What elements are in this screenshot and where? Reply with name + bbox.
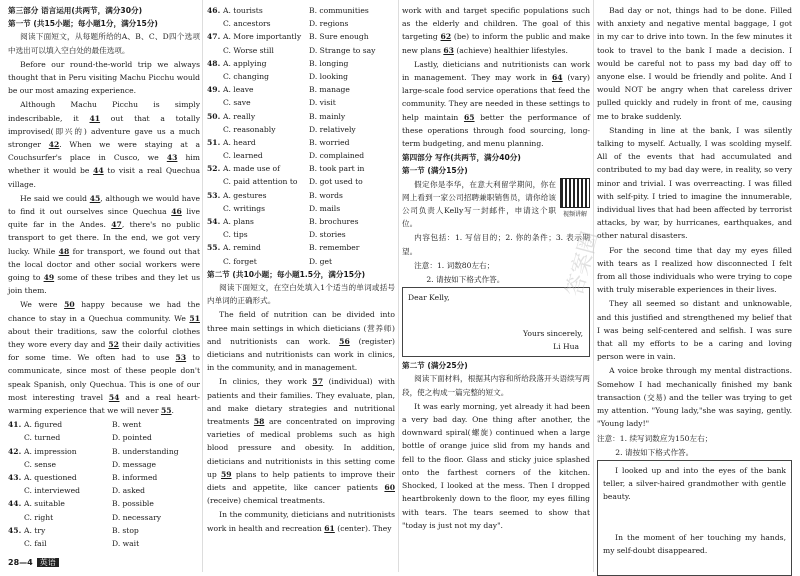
option-choice[interactable]: A. remind (223, 243, 261, 253)
option-choice[interactable]: B. stop (112, 525, 139, 535)
option-choice[interactable]: D. wait (112, 538, 140, 548)
options-list (8, 418, 200, 550)
question-number: 47. (207, 32, 221, 42)
section-title: 第四部分 写作(共两节，满分40分) (402, 153, 521, 163)
option-row (207, 241, 395, 254)
question-number (207, 123, 223, 136)
question-number (8, 511, 24, 524)
option-choice[interactable]: A. impression (24, 446, 77, 456)
writing-note: 注意：1. 词数80左右； (414, 260, 495, 270)
option-row (207, 123, 395, 136)
option-choice[interactable]: D. mails (309, 203, 341, 213)
option-choice[interactable]: C. interviewed (24, 486, 80, 496)
question-number: 46. (207, 6, 221, 15)
option-row (8, 431, 200, 444)
option-choice[interactable]: B. words (309, 190, 343, 200)
option-row (8, 418, 200, 431)
question-number: 49. (207, 85, 221, 95)
option-choice[interactable]: C. writings (223, 203, 266, 213)
option-choice[interactable]: D. get (309, 256, 333, 266)
option-choice[interactable]: B. took part in (309, 164, 365, 174)
option-choice[interactable]: A. made use of (223, 164, 280, 174)
option-choice[interactable]: D. asked (112, 486, 146, 496)
subject-badge: 英语 (37, 558, 59, 567)
option-choice[interactable]: D. Strange to say (309, 45, 376, 55)
option-row (8, 471, 200, 484)
paragraph-start-1: I looked up and into the eyes of the bank teller, a silver-haired grandmother with gentle beauty. (603, 465, 786, 502)
option-choice[interactable]: D. stories (309, 230, 346, 240)
option-choice[interactable]: D. pointed (112, 433, 152, 443)
part-title: 第二节 (满分25分) (402, 361, 468, 371)
watermark: 答案圈 (562, 228, 604, 300)
page-footer (8, 557, 59, 568)
question-number (207, 44, 223, 57)
question-number (8, 484, 24, 497)
question-number: 53. (207, 190, 221, 200)
option-choice[interactable]: D. regions (309, 19, 349, 29)
option-choice[interactable]: C. fail (24, 538, 47, 548)
question-number (8, 458, 24, 471)
option-choice[interactable]: A. gestures (223, 190, 267, 200)
page-number: 28—4 (8, 558, 33, 567)
option-row (207, 83, 395, 96)
option-row (8, 458, 200, 471)
qr-code-icon (560, 178, 590, 208)
question-number: 44. (8, 499, 22, 509)
option-choice[interactable]: C. learned (223, 151, 263, 161)
story-paragraph: For the second time that day my eyes filled with tears as I realized how disconnected I felt from all those individuals who were trying to cope with truly miserable experiences in their lives. (597, 245, 792, 295)
option-row (207, 228, 395, 241)
instructions: 阅读下面材料，根据其内容和所给段落开头语续写两段，使之构成一篇完整的短文。 (402, 374, 590, 397)
story-paragraph: Standing in line at the bank, I was silently talking to myself. Actually, I was scolding myself. All of the events that had accumulated and contributed to my bad day were, in reality, so very minor and trivial. I was overreacting. I was filled with self-pity. I tried to imagine the innumerable, individual lives that had been affected by terrorist attacks, by war, by hurricanes, earthquakes, and other natural disasters. (597, 125, 792, 241)
letter-signature: Li Hua (553, 342, 579, 352)
option-row (207, 202, 395, 215)
option-choice[interactable]: B. understanding (112, 446, 179, 456)
story-paragraph: They all seemed so distant and unknowable, and this justified and strengthened my belief that I was being self-centered and selfish. I was sure that all my efforts to be a caring and loving person were in vain. (597, 299, 792, 362)
option-choice[interactable]: B. remember (309, 243, 360, 253)
question-number (207, 96, 223, 109)
question-number (207, 70, 223, 83)
option-row (207, 44, 395, 57)
story-paragraph: A voice broke through my mental distractions. Somehow I had mechanically finished my bank transaction (交易) and the teller was trying to get my attention. "Young lady,"she was saying, gently. "Young lady!" (597, 366, 792, 429)
passage-paragraph: Although Machu Picchu is simply indescribable, it 41 out that a totally improvised(即兴的) adventure gave us a much stronger 42. When we were staying at a Couchsurfer's place in Cusco, we 43 him whether it would be 44 to visit a real Quechua village. (8, 100, 200, 189)
option-choice[interactable]: D. visit (309, 98, 336, 108)
qr-label: 视频讲解 (562, 210, 587, 218)
option-choice[interactable]: A. More importantly (223, 32, 302, 42)
writing-note: 注意：1. 续写词数应为150左右； (597, 433, 713, 443)
column-3 (402, 4, 590, 533)
option-choice[interactable]: A. plans (223, 217, 254, 226)
question-number: 48. (207, 58, 221, 68)
writing-content: 内容包括：1. 写信目的；2. 你的条件；3. 表示期望。 (402, 233, 590, 256)
option-choice[interactable]: B. informed (112, 473, 158, 483)
question-number: 50. (207, 111, 221, 121)
option-choice[interactable]: A. tourists (223, 6, 263, 15)
question-number (207, 228, 223, 241)
part-title: 第一节 (共15小题；每小题1分，满分15分) (8, 19, 158, 29)
option-choice[interactable]: B. communities (309, 6, 369, 15)
question-number (8, 537, 24, 550)
part-title: 第二节 (共10小题；每小题1.5分，满分15分) (207, 269, 366, 279)
option-choice[interactable]: B. worried (309, 137, 350, 147)
writing-task: 假定你是李华，在意大利留学期间，你在网上看到一家公司招聘兼职销售员，请你给该公司负责人Kelly写一封邮件，申请这个职位。 (402, 179, 556, 229)
option-choice[interactable]: A. figured (24, 420, 63, 430)
option-row (207, 189, 395, 202)
option-choice[interactable]: D. complained (309, 151, 365, 161)
option-row (207, 162, 395, 175)
option-choice[interactable]: B. manage (309, 85, 350, 95)
column-2 (207, 4, 395, 536)
passage-paragraph: The field of nutrition can be divided into three main settings in which dieticians (营养师) and nutritionists can work. 56 (register) dieticians and nutritionists can work in clinics, in the community, and in management. (207, 310, 395, 373)
passage-paragraph: work with and target specific populations such as the elderly and children. The goal of this targeting 62 (be) to inform the public and make new plans 63 (achieve) healthier lifestyles. (402, 6, 590, 55)
option-row (8, 537, 200, 550)
option-choice[interactable]: B. longing (309, 58, 349, 68)
writing-note: 2. 请按如下格式作答。 (615, 447, 694, 457)
question-number: 54. (207, 217, 221, 226)
story-paragraph: It was early morning, yet already it had been a very bad day. One thing after another, the downward spiral(螺旋) continued when a large bottle of orange juice slid from my hands and fell to the floor. Glass and sticky juice splashed onto the farthest corners of the kitchen. Shocked, I looked at the mess. Then I dropped heartbrokenly down to the floor, my eyes filling with tears. The tears seemed to show that "today is just not my day". (402, 401, 590, 530)
letter-answer-box[interactable] (402, 287, 590, 357)
option-choice[interactable]: B. Sure enough (309, 32, 369, 42)
option-choice[interactable]: C. right (24, 512, 54, 522)
option-choice[interactable]: C. forget (223, 256, 257, 266)
option-row (207, 215, 395, 228)
option-row (8, 484, 200, 497)
option-row (207, 4, 395, 17)
option-choice[interactable]: A. suitable (24, 499, 65, 509)
passage-paragraph: Before our round-the-world trip we always thought that in Peru visiting Machu Picchu would be our most amazing experience. (8, 59, 200, 96)
question-number: 43. (8, 473, 22, 483)
section-title: 第三部分 语言运用(共两节，满分30分) (8, 6, 143, 15)
question-number (207, 175, 223, 188)
question-number: 45. (8, 525, 22, 535)
option-row (8, 445, 200, 458)
question-number: 52. (207, 164, 221, 174)
question-number: 55. (207, 243, 221, 253)
option-choice[interactable]: B. brochures (309, 217, 359, 226)
option-row (207, 57, 395, 70)
option-row (207, 136, 395, 149)
options-list (207, 4, 395, 268)
option-choice[interactable]: C. reasonably (223, 124, 276, 134)
paragraph-start-2: In the moment of her touching my hands, my self-doubt disappeared. (603, 532, 786, 555)
option-row (8, 511, 200, 524)
option-row (207, 110, 395, 123)
column-4 (597, 4, 792, 576)
option-choice[interactable]: C. changing (223, 71, 269, 81)
continuation-answer-box[interactable] (597, 460, 792, 576)
option-row (207, 30, 395, 43)
instructions: 阅读下面短文，在空白处填入1个适当的单词或括号内单词的正确形式。 (207, 282, 395, 306)
option-choice[interactable]: C. save (223, 98, 251, 108)
passage-paragraph: In the community, dieticians and nutritionists work in health and recreation 61 (center). They (207, 510, 395, 533)
passage-paragraph: He said we could 45, although we would have to find it out ourselves since Quechua 46 live quite far in the Andes. 47, there's no public transport to get there. In the end, we got very lucky. While 48 for transport, we found out that the local doctor and other social workers were going to 49 some of these tribes and they let us join them. (8, 193, 201, 296)
option-choice[interactable]: B. possible (112, 499, 154, 509)
option-choice[interactable]: C. ancestors (223, 19, 271, 29)
option-choice[interactable]: C. sense (24, 459, 57, 469)
question-number (207, 255, 223, 268)
passage-paragraph: In clinics, they work 57 (individual) with patients and their families. They evaluate, plan, and make dietary strategies and nutritional treatments 58 are concentrated on improving varieties of medical problems such as high blood pressure and obesity. In addition, dieticians and nutritionists in this setting come up 59 plans to help patients to improve their diets and appetite, like cancer patients 60 (receive) chemical treatments. (207, 377, 396, 506)
option-choice[interactable]: B. mainly (309, 111, 346, 121)
option-row (207, 70, 395, 83)
option-choice[interactable]: C. Worse still (223, 45, 274, 55)
writing-note: 2. 请按如下格式作答。 (426, 275, 505, 285)
question-number (207, 202, 223, 215)
question-number: 42. (8, 446, 22, 456)
option-choice[interactable]: A. heard (223, 137, 256, 147)
option-choice[interactable]: A. try (24, 525, 46, 535)
passage-paragraph: We were 50 happy because we had the chance to stay in a Quechua community. We 51 about their traditions, saw the colorful clothes they wore every day and 52 their daily activities for some time. We often had to use 53 to communicate, since most of these people don't speak Spanish, only Quechua. This is one of our most interesting travel 54 and a real heart-warming experience that we will never 55. (8, 300, 201, 416)
part-title: 第一节 (满分15分) (402, 166, 468, 176)
option-choice[interactable]: A. applying (223, 58, 267, 68)
option-choice[interactable]: A. questioned (24, 473, 77, 483)
passage-paragraph: Lastly, dieticians and nutritionists can work in management. They may work in 64 (vary) large-scale food service operations that feed the community. They are needed in these settings to help maintain 65 better the performance of these operations through food sourcing, long-term budgeting, and menu planning. (402, 59, 590, 149)
letter-greeting: Dear Kelly, (408, 293, 450, 303)
option-row (207, 175, 395, 188)
option-choice[interactable]: A. really (223, 111, 256, 121)
option-choice[interactable]: D. got used to (309, 177, 363, 187)
question-number (207, 17, 223, 30)
option-choice[interactable]: C. paid attention to (223, 177, 298, 187)
option-choice[interactable]: D. necessary (112, 512, 162, 522)
option-choice[interactable]: A. leave (223, 85, 254, 95)
question-number (8, 431, 24, 444)
option-choice[interactable]: D. looking (309, 71, 348, 81)
option-row (8, 497, 200, 510)
option-choice[interactable]: D. relatively (309, 124, 356, 134)
option-choice[interactable]: C. turned (24, 433, 61, 443)
letter-closing: Yours sincerely, (523, 329, 583, 339)
question-number: 51. (207, 137, 221, 147)
story-paragraph: Bad day or not, things had to be done. Filled with anxiety and negative mental baggage, I got in my car to drive into town. In the few minutes it took to travel to the bank I made a decision. I would be careful not to pass my bad day off to anyone else. I would be friendly and polite. And I would NOT be angry when that careless driver pulled quickly and rudely in front of me, causing me to brake suddenly. (597, 6, 792, 121)
qr-code[interactable] (560, 178, 590, 221)
question-number: 41. (8, 420, 22, 430)
column-1 (8, 4, 200, 550)
option-row (207, 96, 395, 109)
option-choice[interactable]: D. message (112, 459, 157, 469)
option-row (207, 17, 395, 30)
option-row (207, 149, 395, 162)
question-number (207, 149, 223, 162)
instructions: 阅读下面短文，从每题所给的A、B、C、D四个选项中选出可以填入空白处的最佳选项。 (8, 32, 200, 55)
option-choice[interactable]: B. went (112, 420, 142, 430)
option-row (207, 255, 395, 268)
option-row (8, 524, 200, 537)
option-choice[interactable]: C. tips (223, 230, 248, 240)
